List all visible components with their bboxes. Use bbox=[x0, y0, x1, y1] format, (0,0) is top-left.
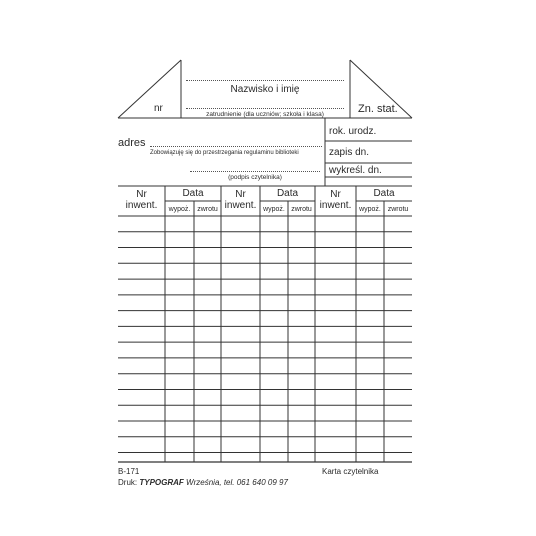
return-header-1: zwrotu bbox=[197, 206, 218, 213]
data-header-1: Data bbox=[182, 188, 204, 199]
printer-line bbox=[118, 479, 288, 487]
pledge-text: Zobowiązuję się do przestrzegania regulaminu biblioteki bbox=[150, 150, 299, 156]
printer-name: TYPOGRAF bbox=[139, 478, 184, 487]
data-header-3: Data bbox=[373, 188, 395, 199]
signature-dotted-line bbox=[190, 171, 320, 172]
stat-label: Zn. stat. bbox=[358, 103, 398, 115]
adres-label: adres bbox=[118, 137, 146, 149]
address-dotted-line bbox=[150, 146, 322, 147]
print-prefix: Druk: bbox=[118, 478, 138, 487]
loan-header-3: wypoż. bbox=[359, 206, 381, 213]
return-header-2: zwrotu bbox=[291, 206, 312, 213]
loan-header-2: wypoż. bbox=[263, 206, 285, 213]
nr-inwent-header-1: Nr inwent. bbox=[125, 189, 158, 211]
signature-label: (podpis czytelnika) bbox=[228, 174, 282, 181]
birth-year-label: rok. urodz. bbox=[329, 126, 377, 137]
employment-dotted-line bbox=[186, 108, 344, 109]
card-title: Karta czytelnika bbox=[322, 467, 379, 476]
loan-header-1: wypoż. bbox=[168, 206, 191, 213]
removed-label: wykreśl. dn. bbox=[329, 165, 382, 176]
name-label: Nazwisko i imię bbox=[230, 84, 300, 95]
employment-label: zatrudnienie (dla uczniów; szkoła i klasa) bbox=[206, 111, 324, 118]
printer-details: Września, tel. 061 640 09 97 bbox=[186, 478, 288, 487]
return-header-3: zwrotu bbox=[387, 206, 409, 213]
data-header-2: Data bbox=[276, 188, 299, 199]
nr-label: nr bbox=[154, 103, 163, 114]
form-code: B-171 bbox=[118, 467, 140, 476]
nr-inwent-header-2: Nr inwent. bbox=[224, 189, 257, 211]
nr-inwent-header-3: Nr inwent. bbox=[319, 189, 352, 211]
nr-diagonal bbox=[118, 60, 181, 118]
registered-label: zapis dn. bbox=[329, 147, 370, 158]
name-dotted-line bbox=[186, 80, 344, 81]
